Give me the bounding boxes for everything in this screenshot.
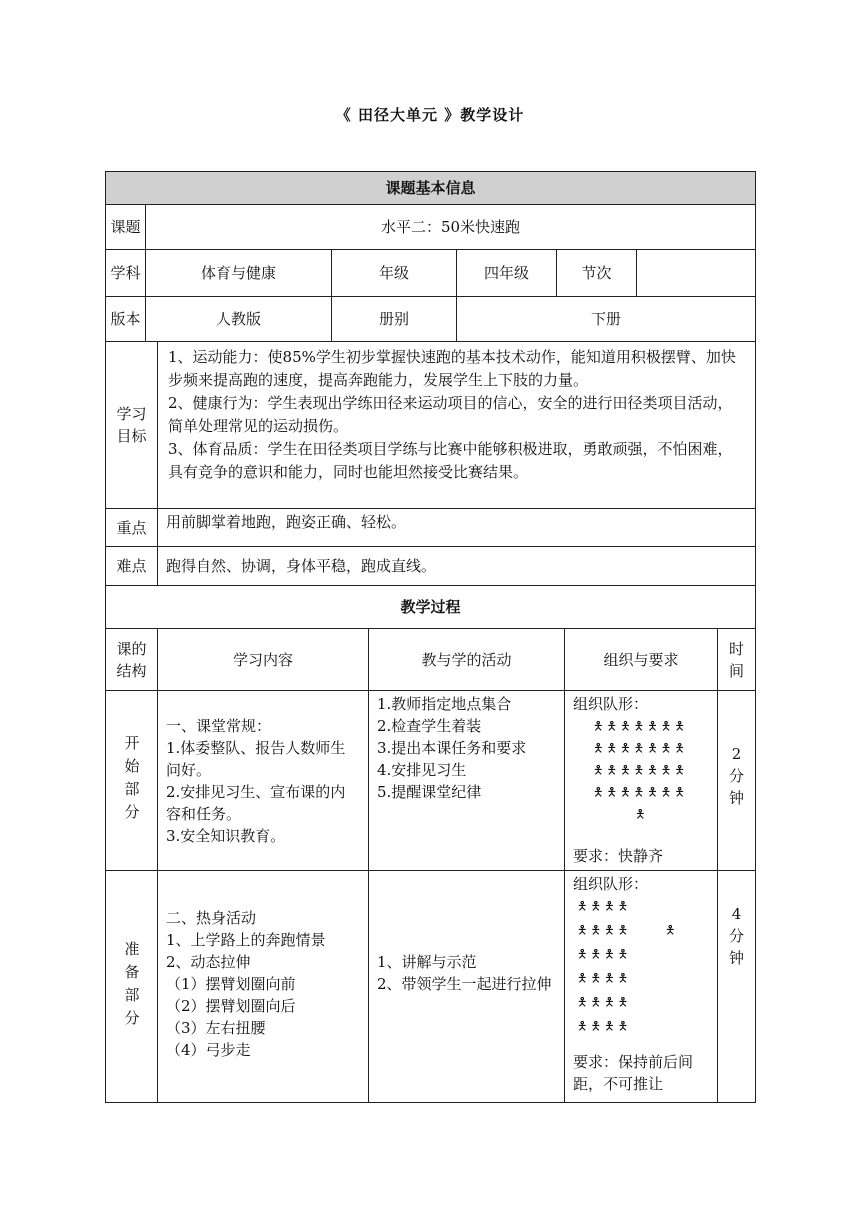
row-activities-prep [368, 870, 565, 1103]
formation-row: 🯅🯅🯅🯅 [577, 923, 632, 937]
row-time-prep [717, 870, 756, 1103]
activity-line: 5.提醒课堂纪律 [377, 783, 482, 801]
volume-label: 册别 [331, 296, 457, 342]
edition-label: 版本 [105, 296, 146, 342]
subject-label: 学科 [105, 249, 146, 297]
content-line: 1、上学路上的奔跑情景 [166, 931, 326, 949]
row-organization-prep [564, 870, 718, 1103]
col-structure: 课的结构 [105, 628, 158, 691]
period-label: 节次 [556, 249, 637, 297]
formation-row: 🯅🯅🯅🯅🯅🯅🯅 [593, 763, 688, 777]
period-value [636, 249, 756, 297]
content-line: （2）摆臂划圈向后 [166, 997, 296, 1015]
key-label: 重点 [105, 508, 158, 547]
row-structure-prep: 准备部分 [105, 870, 158, 1103]
time-number: 4 [731, 905, 742, 923]
activity-line: 4.安排见习生 [377, 761, 467, 779]
grade-value: 四年级 [456, 249, 557, 297]
goal-item: 3、体育品质：学生在田径类项目学练与比赛中能够积极进取，勇敢顽强，不怕困难，具有竞争的意识和能力，同时也能坦然接受比赛结果。 [168, 440, 733, 481]
content-line: （1）摆臂划圈向前 [166, 975, 296, 993]
col-activities: 教与学的活动 [368, 628, 565, 691]
org-title: 组织队形： [573, 695, 649, 713]
goal-item: 2、健康行为：学生表现出学练田径来运动项目的信心，安全的进行田径类项目活动，简单处理常见的运动损伤。 [168, 394, 733, 435]
goal-item: 1、运动能力：使85%学生初步掌握快速跑的基本技术动作，能知道用积极摆臂、加快步频来提高跑的速度，提高奔跑能力，发展学生上下肢的力量。 [168, 348, 736, 389]
formation-row: 🯅🯅🯅🯅 [577, 971, 632, 985]
formation-row: 🯅🯅🯅🯅 [577, 1019, 632, 1033]
formation-row: 🯅🯅🯅🯅🯅🯅🯅 [593, 785, 688, 799]
time-number: 2 [731, 745, 742, 763]
topic-value: 水平二：50米快速跑 [145, 204, 756, 250]
formation-row: 🯅🯅🯅🯅 [577, 947, 632, 961]
content-line: 二、热身活动 [166, 909, 257, 927]
difficulty-value: 跑得自然、协调，身体平稳，跑成直线。 [157, 546, 756, 586]
requirement: 要求：保持前后间距，不可推让 [573, 1053, 694, 1093]
activity-line: 2.检查学生着装 [377, 717, 482, 735]
formation-row: 🯅🯅🯅🯅 [577, 899, 632, 913]
content-line: （3）左右扭腰 [166, 1019, 266, 1037]
row-content-start [157, 690, 369, 871]
requirement: 要求：快静齐 [573, 847, 664, 865]
document-title: 《 田径大单元 》教学设计 [335, 106, 525, 124]
teacher-figure: 🯅 [665, 923, 679, 937]
col-time: 时间 [717, 628, 756, 691]
row-activities-start [368, 690, 565, 871]
subject-value: 体育与健康 [145, 249, 332, 297]
info-header: 课题基本信息 [105, 171, 756, 205]
edition-value: 人教版 [145, 296, 332, 342]
activity-line: 3.提出本课任务和要求 [377, 739, 527, 757]
col-content: 学习内容 [157, 628, 369, 691]
time-unit: 钟 [728, 789, 744, 807]
row-time-start [717, 690, 756, 871]
formation-row: 🯅🯅🯅🯅🯅🯅🯅 [593, 719, 688, 733]
row-structure-start: 开始部分 [105, 690, 158, 871]
formation-row: 🯅🯅🯅🯅 [577, 995, 632, 1009]
content-line: 一、课堂常规： [166, 717, 272, 735]
grade-label: 年级 [331, 249, 457, 297]
content-line: 1.体委整队、报告人数师生问好。 [166, 739, 346, 779]
content-line: 2.安排见习生、宣布课的内容和任务。 [166, 783, 346, 823]
content-line: 2、动态拉伸 [166, 953, 251, 971]
row-content-prep [157, 870, 369, 1103]
content-line: 3.安全知识教育。 [166, 827, 286, 845]
activity-line: 1、讲解与示范 [377, 953, 477, 971]
key-value: 用前脚掌着地跑，跑姿正确、轻松。 [157, 508, 756, 547]
time-unit: 钟 [728, 949, 744, 967]
goals-label: 学习目标 [105, 341, 158, 509]
activity-line: 2、带领学生一起进行拉伸 [377, 975, 552, 993]
activity-line: 1.教师指定地点集合 [377, 695, 512, 713]
org-title: 组织队形： [573, 875, 649, 893]
topic-label: 课题 [105, 204, 146, 250]
goals-content [157, 341, 756, 509]
difficulty-label: 难点 [105, 546, 158, 586]
content-line: （4）弓步走 [166, 1041, 251, 1059]
process-header: 教学过程 [105, 585, 756, 629]
time-unit: 分 [728, 927, 744, 945]
row-organization-start [564, 690, 718, 871]
volume-value: 下册 [456, 296, 756, 342]
teacher-figure: 🯅 [635, 807, 649, 821]
formation-row: 🯅🯅🯅🯅🯅🯅🯅 [593, 741, 688, 755]
time-unit: 分 [728, 767, 744, 785]
col-organization: 组织与要求 [564, 628, 718, 691]
